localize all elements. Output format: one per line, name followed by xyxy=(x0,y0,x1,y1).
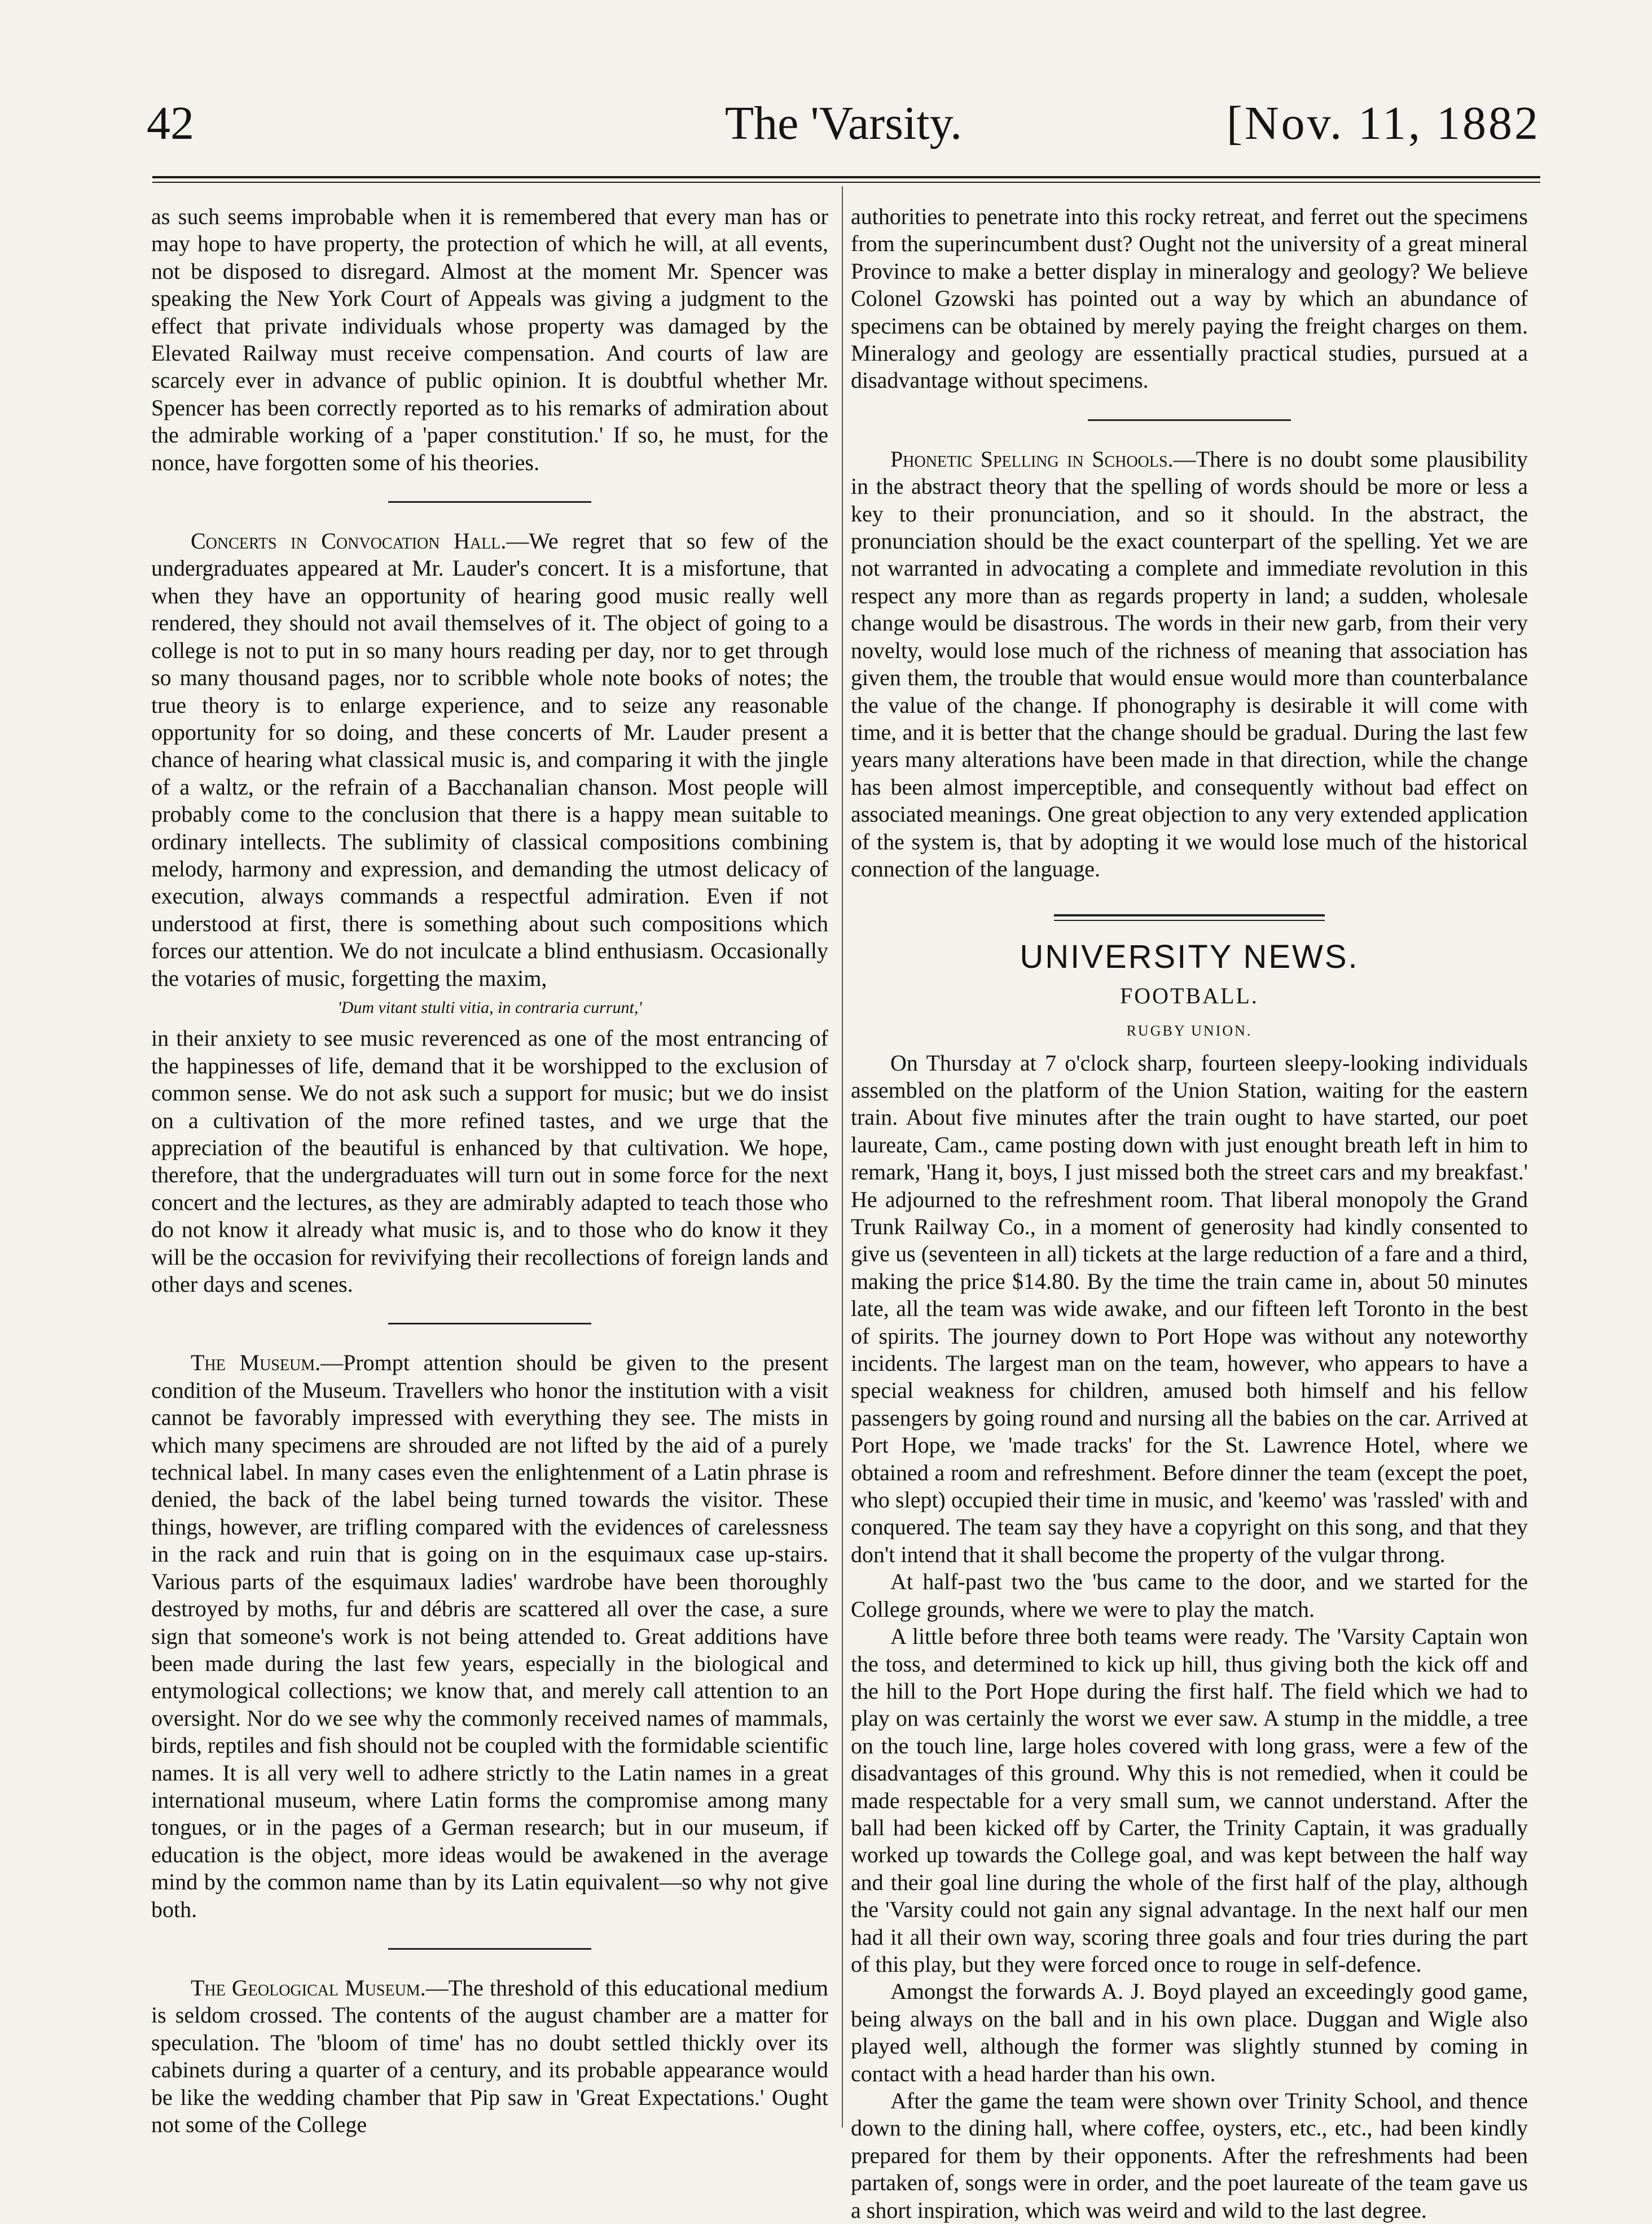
paragraph-intro: as such seems improbable when it is remembered that every man has or may hope to have property, the protection of which he will, at all events, not be disposed to disregard. Almost at the moment Mr. Spencer was speaking the New York Court of Appeals was giving a judgment to the effect that private individuals whose property was damaged by the Elevated Railway must receive compensation. And courts of law are scarcely ever in advance of public opinion. It is doubtful whether Mr. Spencer has been correctly reported as to his remarks of admiration about the admirable working of a 'paper constitution.' If so, he must, for the nonce, have forgotten some of his theories. xyxy=(151,204,828,475)
header-rule xyxy=(152,176,1540,178)
football-paragraph-5: After the game the team were shown over Trinity School, and thence down to the dining hall, where coffee, oysters, etc., etc., had been kindly prepared for them by their opponents. After the refreshments had been partaken of, songs were in order, and the poet laureate of the team gave us a short inspiration, which was weird and wild to the last degree. xyxy=(851,2088,1528,2223)
body-phonetic: —There is no doubt some plausibility in the abstract theory that the spelling of words should be more or less a key to their pronunciation, and so it should. In the abstract, the pronunciation should be the exact counterpart of the spelling. Yet we are not warranted in advocating a complete and immediate revolution in this respect any more than as regards property in land; a sudden, wholesale change would be disastrous. The words in their new garb, from their very novelty, would lose much of the richness of meaning that association has given them, the trouble that would ensue would more than counterbalance the value of the change. If phonography is desirable it will come with time, and it is better that the change should be gradual. During the last few years many alterations have been made in that direction, while the change has been almost imperceptible, and consequently without bad effect on associated meanings. One great objection to any very extended application of the system is, that by adopting it we would lose much of the historical connection of the language. xyxy=(851,446,1528,881)
page-number: 42 xyxy=(147,97,194,150)
football-paragraph-4: Amongst the forwards A. J. Boyd played an exceedingly good game, being always on the ball and in his own place. Duggan and Wigle also played well, although the former was slightly stunned by coming in contact with a head harder than his own. xyxy=(851,1979,1528,2086)
football-paragraph-2: At half-past two the 'bus came to the door, and we started for the College grounds, where we were to play the match. xyxy=(851,1569,1528,1622)
body-concerts: —We regret that so few of the undergraduates appeared at Mr. Lauder's concert. It is a misfortune, that when they have an opportunity of hearing good music really well rendered, they should not avail themselves of it. The object of going to a college is not to put in so many hours reading per day, nor to get through so many thousand pages, nor to scribble whole note books of notes; the true theory is to enlarge experience, and to seize any reasonable opportunity for so doing, and these concerts of Mr. Lauder present a chance of hearing what classical music is, and comparing it with the jingle of a waltz, or the refrain of a Bacchanalian chanson. Most people will probably come to the conclusion that there is a happy mean suitable to ordinary intellects. The sublimity of classical compositions combining melody, harmony and expression, and demanding the utmost delicacy of execution, always commands a respectful admiration. Even if not understood at first, there is something about such compositions which forces our attention. We do not inculcate a blind enthusiasm. Occasionally the votaries of music, forgetting the maxim, xyxy=(151,528,829,991)
column-divider xyxy=(842,186,843,2128)
section-divider xyxy=(1088,419,1291,421)
right-column xyxy=(851,203,1528,2224)
section-divider xyxy=(388,1948,591,1950)
masthead-title: The 'Varsity. xyxy=(724,97,963,150)
section-title-university-news: UNIVERSITY NEWS. xyxy=(1020,938,1359,976)
football-paragraph-3: A little before three both teams were ready. The 'Varsity Captain won the toss, and determined to kick up hill, thus giving both the kick off and the hill to the Port Hope during the first half. The field which we had to play on was certainly the worst we ever saw. A stump in the middle, a tree on the touch line, large holes covered with long grass, were a few of the disadvantages of this ground. Why this is not remedied, when it could be made respectable for a very small sum, we cannot understand. After the ball had been kicked off by Carter, the Trinity Captain, it was gradually worked up towards the College goal, and was kept between the half way and their goal line during the whole of the first half of the play, although the 'Varsity could not gain any signal advantage. In the next half our men had it all their own way, scoring three goals and four tries during the part of this play, but they were forced once to rouge in self-defence. xyxy=(851,1624,1528,1977)
heading-concerts: Concerts in Convocation Hall. xyxy=(191,528,507,554)
body-geological: —The threshold of this educational medium is seldom crossed. The contents of the august chamber are a matter for speculation. The 'bloom of time' has no doubt settled thickly over its cabinets during a quarter of a century, and its probable appearance would be like the wedding chamber that Pip saw in 'Great Expectations.' Ought not some of the College xyxy=(151,1975,829,2137)
heading-geological: The Geological Museum. xyxy=(191,1975,426,2001)
heading-museum: The Museum. xyxy=(191,1350,321,1376)
issue-date: [Nov. 11, 1882 xyxy=(1226,97,1540,150)
page-header xyxy=(147,90,1540,175)
article-geological xyxy=(151,1975,828,2138)
body-concerts-cont: in their anxiety to see music reverenced as one of the most entrancing of the happinesses of life, demand that it be worshipped to the exclusion of common sense. We do not ask such a support for music; but we do insist on a cultivation of the more refined tastes, and we urge that the appreciation of the beautiful is enhanced by that cultivation. We hope, therefore, that the undergraduates will turn out in some force for the next concert and the lectures, as they are admirably adapted to teach those who do not know it already what music is, and to those who do know it they will be the occasion for revivifying their recollections of foreign lands and other days and scenes. xyxy=(151,1025,828,1297)
subheading-rugby-union: RUGBY UNION. xyxy=(1126,1023,1253,1039)
body-museum: —Prompt attention should be given to the present condition of the Museum. Travellers who honor the institution with a visit cannot be favorably impressed with everything they see. The mists in which many specimens are shrouded are not lifted by the aid of a purely technical label. In many cases even the enlightenment of a Latin phrase is denied, the back of the label being turned towards the visitor. These things, however, are trifling compared with the evidences of carelessness in the rack and ruin that is going on in the esquimaux case up-stairs. Various parts of the esquimaux ladies' wardrobe have been thoroughly destroyed by moths, fur and débris are scattered all over the case, a sure sign that someone's work is not being attended to. Great additions have been made during the last few years, especially in the biological and entymological collections; we know that, and merely call attention to an oversight. Nor do we see why the commonly received names of mammals, birds, reptiles and fish should not be coupled with the formidable scientific names. It is all very well to adhere strictly to the Latin names in a great international museum, where Latin forms the compromise among many tongues, or in the pages of a German research; but in our museum, if education is the object, more ideas would be awakened in the average mind by the common name than by its Latin equivalent—so why not give both. xyxy=(151,1350,828,1922)
heading-phonetic: Phonetic Spelling in Schools. xyxy=(890,446,1174,472)
article-phonetic xyxy=(851,446,1528,883)
section-double-divider xyxy=(1054,914,1325,921)
latin-quote: 'Dum vitant stulti vitia, in contraria currunt,' xyxy=(337,998,642,1017)
header-rule-thin xyxy=(152,182,1540,183)
subheading-football: FOOTBALL. xyxy=(1120,982,1259,1008)
body-geological-cont: authorities to penetrate into this rocky retreat, and ferret out the specimens from the superincumbent dust? Ought not the university of a great mineral Province to make a better display in mineralogy and geology? We believe Colonel Gzowski has pointed out a way by which an abundance of specimens can be obtained by merely paying the freight charges on them. Mineralogy and geology are essentially practical studies, pursued at a disadvantage without specimens. xyxy=(851,204,1528,393)
football-paragraph-1: On Thursday at 7 o'clock sharp, fourteen sleepy-looking individuals assembled on the platform of the Union Station, waiting for the eastern train. About five minutes after the train ought to have started, our poet laureate, Cam., came posting down with just enought breath left in him to remark, 'Hang it, boys, I just missed both the street cars and my breakfast.' He adjourned to the refreshment room. That liberal monopoly the Grand Trunk Railway Co., in a moment of generosity had kindly consented to give us (seventeen in all) tickets at the large reduction of a fare and a third, making the price $14.80. By the time the train came in, about 50 minutes late, all the team was wide awake, and our fifteen left Toronto in the best of spirits. The journey down to Port Hope was without any noteworthy incidents. The largest man on the team, however, who appears to have a special weakness for children, amused both himself and his fellow passengers by going round and nursing all the babies on the car. Arrived at Port Hope, we 'made tracks' for the St. Lawrence Hotel, where we obtained a room and refreshment. Before dinner the team (except the poet, who slept) occupied their time in music, and 'keemo' was 'rassled' with and conquered. The team say they have a copyright on this song, and that they don't intend that it shall become the property of the vulgar throng. xyxy=(851,1050,1528,1567)
left-column xyxy=(151,203,828,2138)
section-divider xyxy=(388,1323,591,1324)
article-museum xyxy=(151,1349,828,1923)
section-divider xyxy=(388,501,591,503)
article-concerts xyxy=(151,528,828,992)
